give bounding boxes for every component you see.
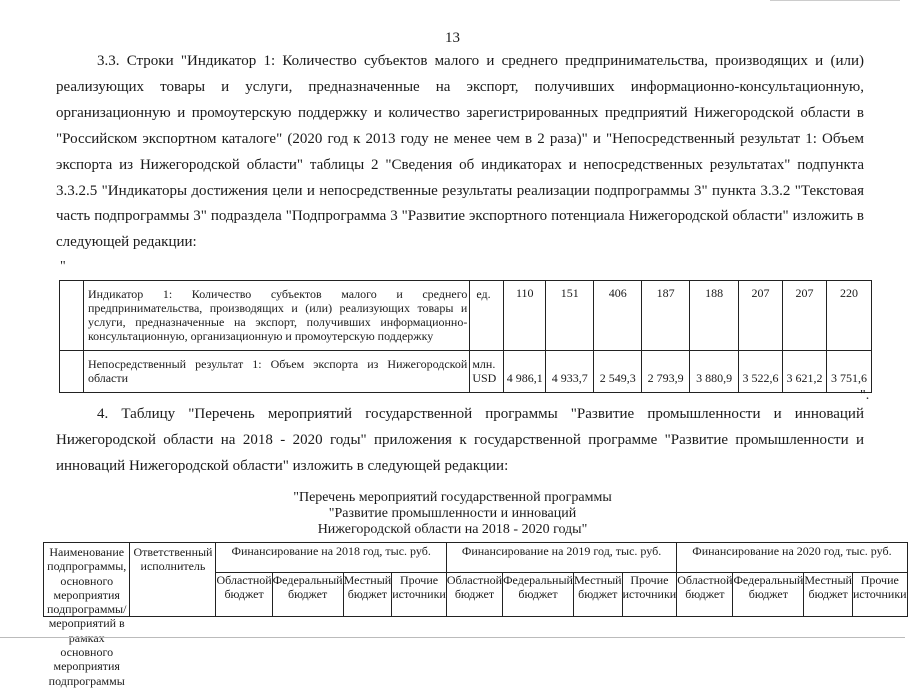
sub-local-text: Местный бюджет (573, 573, 622, 602)
col-name-header (44, 543, 130, 688)
page-number: 13 (445, 30, 460, 46)
list-title-line-3: Нижегородской области на 2018 - 2020 годы" (317, 522, 588, 537)
indicator-row (60, 281, 872, 351)
sub-federal-text: Федеральный бюджет (733, 573, 804, 602)
indicator-table (59, 280, 872, 393)
plan-header-row (44, 543, 908, 573)
indicator-value: 207 (739, 281, 783, 351)
sub-other (392, 573, 447, 617)
result-value: 2 793,9 (642, 351, 690, 393)
indicator-value: 220 (826, 281, 871, 351)
indicator-value: 151 (546, 281, 594, 351)
fin-2020-header: Финансирование на 2020 год, тыс. руб. (677, 543, 907, 573)
indicator-unit: ед. (470, 281, 504, 351)
sub-other-text: Прочие источники (392, 573, 446, 602)
list-title-line-2: "Развитие промышленности и инноваций (328, 506, 577, 521)
indicator-value: 187 (642, 281, 690, 351)
scan-artifact-top (770, 0, 900, 1)
sub-regional-text: Областной бюджет (446, 573, 503, 602)
indicator-name: Индикатор 1: Количество субъектов малого и среднего предпринимательства, производящих и (или) реализующих товары и услуги, предназначенные на экспорт, получивших информационно-консультационную, организационную и промоутерскую поддержку (83, 281, 469, 351)
indicator-value: 207 (783, 281, 827, 351)
list-title-line-1: "Перечень мероприятий государственной программы (293, 490, 612, 505)
result-row (60, 351, 872, 393)
sub-regional (677, 573, 733, 617)
fin-2018-header: Финансирование на 2018 год, тыс. руб. (216, 543, 446, 573)
result-value: 4 933,7 (546, 351, 594, 393)
result-name: Непосредственный результат 1: Объем экспорта из Нижегородской области (83, 351, 469, 393)
row-marker-cell (60, 281, 84, 351)
plan-table (43, 542, 908, 688)
sub-other (622, 573, 677, 617)
sub-federal (733, 573, 804, 617)
opening-quote: " (60, 259, 66, 274)
sub-regional-text: Областной бюджет (677, 573, 733, 602)
sub-other (852, 573, 907, 617)
sub-regional (446, 573, 502, 617)
paragraph-4: 4. Таблицу "Перечень мероприятий государственной программы "Развитие промышленности и инноваций Нижегородской области на 2018 - 2020 годы" приложения к государственной программе "Развитие промышленности и инноваций Нижегородской области" изложить в следующей редакции: (56, 406, 864, 474)
fin-2019-header: Финансирование на 2019 год, тыс. руб. (446, 543, 676, 573)
col-resp-text: Ответственный исполнитель (133, 545, 213, 574)
paragraph-3-3: 3.3. Строки "Индикатор 1: Количество субъектов малого и среднего предпринимательства, производящих и (или) реализующих товары и услуги, предназначенные на экспорт, получивших информационно-консультационную, организационную и промоутерскую поддержку и количество зарегистрированных предприятий Нижегородской области в "Российском экспортном каталоге" (2020 год к 2013 году не менее чем в 2 раза)" и "Непосредственный результат 1: Объем экспорта из Нижегородской области" таблицы 2 "Сведения об индикаторах и непосредственных результатах" подпункта 3.3.2.5 "Индикаторы достижения цели и непосредственные результаты реализации подпрограммы 3" пункта 3.3.2 "Текстовая часть подпрограммы 3" подраздела "Подпрограмма 3 "Развитие экспортного потенциала Нижегородской области" изложить в следующей редакции: (56, 53, 864, 251)
result-value: 2 549,3 (594, 351, 642, 393)
sub-local-text: Местный бюджет (804, 573, 852, 602)
sub-local (573, 573, 622, 617)
result-value: 3 751,6 (826, 351, 871, 393)
col-name-text: Наименование подпрограммы, основного мероприятия подпрограммы/мероприятий в основного мероприятия подпрограммы (47, 545, 127, 688)
sub-other-text: Прочие источники (622, 573, 677, 602)
sub-local-text: Местный бюджет (343, 573, 392, 602)
scan-artifact-bottom (0, 637, 905, 638)
sub-local (804, 573, 853, 617)
sub-federal (503, 573, 574, 617)
result-value: 3 522,6 (739, 351, 783, 393)
sub-federal-text: Федеральный бюджет (503, 573, 573, 602)
indicator-value: 188 (690, 281, 739, 351)
result-value: 3 621,2 (783, 351, 827, 393)
result-value: 3 880,9 (690, 351, 739, 393)
result-unit: млн. USD (470, 351, 504, 393)
sub-regional-text: Областной бюджет (216, 573, 272, 602)
result-value: 4 986,1 (504, 351, 546, 393)
indicator-value: 406 (594, 281, 642, 351)
sub-local (343, 573, 392, 617)
sub-other-text: Прочие источники (852, 573, 907, 602)
sub-federal (272, 573, 343, 617)
indicator-value: 110 (504, 281, 546, 351)
row-marker-cell (60, 351, 84, 393)
sub-federal-text: Федеральный бюджет (272, 573, 343, 602)
sub-regional (216, 573, 272, 617)
closing-quote: ". (860, 388, 870, 403)
col-resp-header (130, 543, 216, 617)
